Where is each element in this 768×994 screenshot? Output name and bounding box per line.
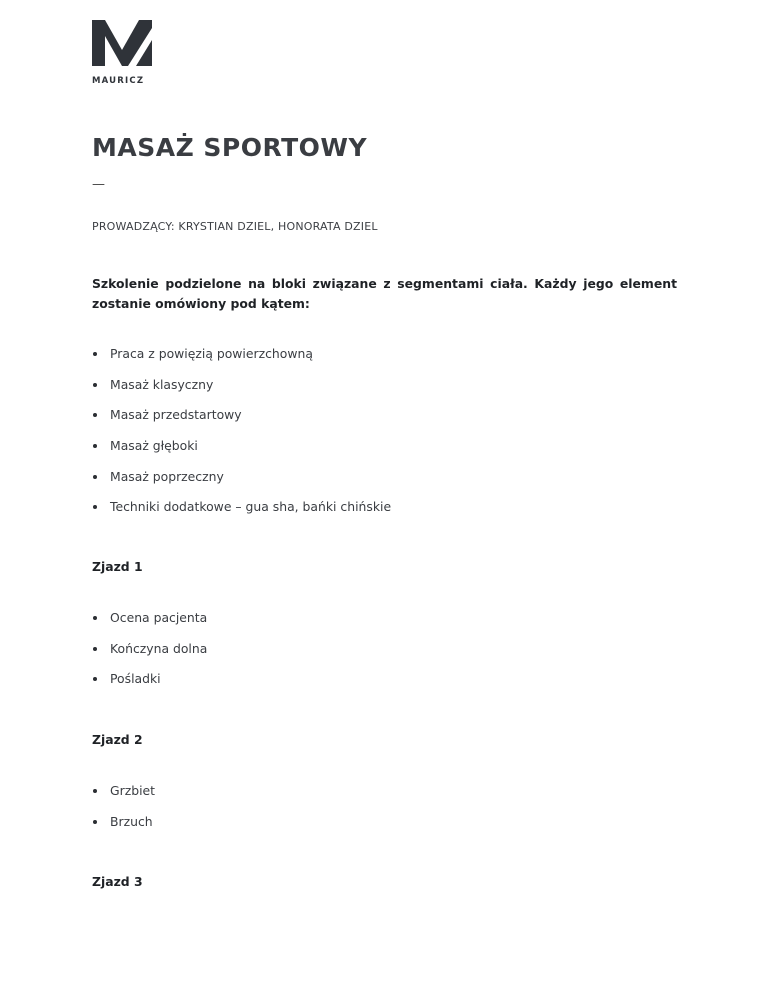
session-1-title: Zjazd 1 [92, 559, 143, 574]
list-item-text: Pośladki [110, 671, 161, 687]
page-title: MASAŻ SPORTOWY [92, 133, 368, 162]
session-2-title: Zjazd 2 [92, 732, 143, 747]
list-item-text: Ocena pacjenta [110, 610, 208, 625]
list-item-text: Praca z powięzią powierzchowną [110, 346, 313, 361]
list-item-text: Grzbiet [110, 783, 155, 798]
list-item-text: Techniki dodatkowe – gua sha, bańki chińskie [110, 499, 392, 515]
list-item [92, 467, 391, 498]
list-item [92, 344, 391, 375]
intro-paragraph: Szkolenie podzielone na bloki związane z segmentami ciała. Każdy jego element zostanie omówiony pod kątem: [92, 276, 677, 311]
bullet-dot [93, 444, 97, 448]
list-item [92, 639, 207, 670]
bullet-dot [93, 352, 97, 356]
list-item-text: Masaż klasyczny [110, 376, 214, 392]
brand-name: MAURICZ [92, 76, 145, 86]
list-item [92, 812, 155, 843]
list-item-text: Masaż przedstartowy [110, 407, 242, 423]
topics-list [92, 344, 391, 528]
bullet-dot [93, 616, 97, 620]
bullet-dot [93, 383, 97, 387]
list-item [92, 436, 391, 467]
list-item [92, 405, 391, 436]
document-page [92, 0, 677, 994]
list-item-text: Masaż poprzeczny [110, 468, 224, 484]
bullet-dot [93, 475, 97, 479]
bullet-dot [93, 413, 97, 417]
title-dash: — [92, 177, 105, 192]
list-item-text: Brzuch [110, 813, 153, 829]
bullet-dot [93, 820, 97, 824]
list-item [92, 608, 207, 639]
bullet-dot [93, 789, 97, 793]
bullet-dot [93, 677, 97, 681]
session-3-title: Zjazd 3 [92, 874, 143, 889]
brand-logo [92, 20, 152, 86]
bullet-dot [93, 505, 97, 509]
session-1-list [92, 608, 207, 700]
lecturers-line: PROWADZĄCY: KRYSTIAN DZIEL, HONORATA DZIEL [92, 220, 378, 233]
list-item-text: Kończyna dolna [110, 640, 208, 656]
bullet-dot [93, 647, 97, 651]
mauricz-logo-icon [92, 20, 152, 66]
list-item [92, 781, 155, 812]
session-2-list [92, 781, 155, 842]
list-item [92, 669, 207, 700]
list-item [92, 497, 391, 528]
list-item [92, 375, 391, 406]
list-item-text: Masaż głęboki [110, 438, 198, 454]
